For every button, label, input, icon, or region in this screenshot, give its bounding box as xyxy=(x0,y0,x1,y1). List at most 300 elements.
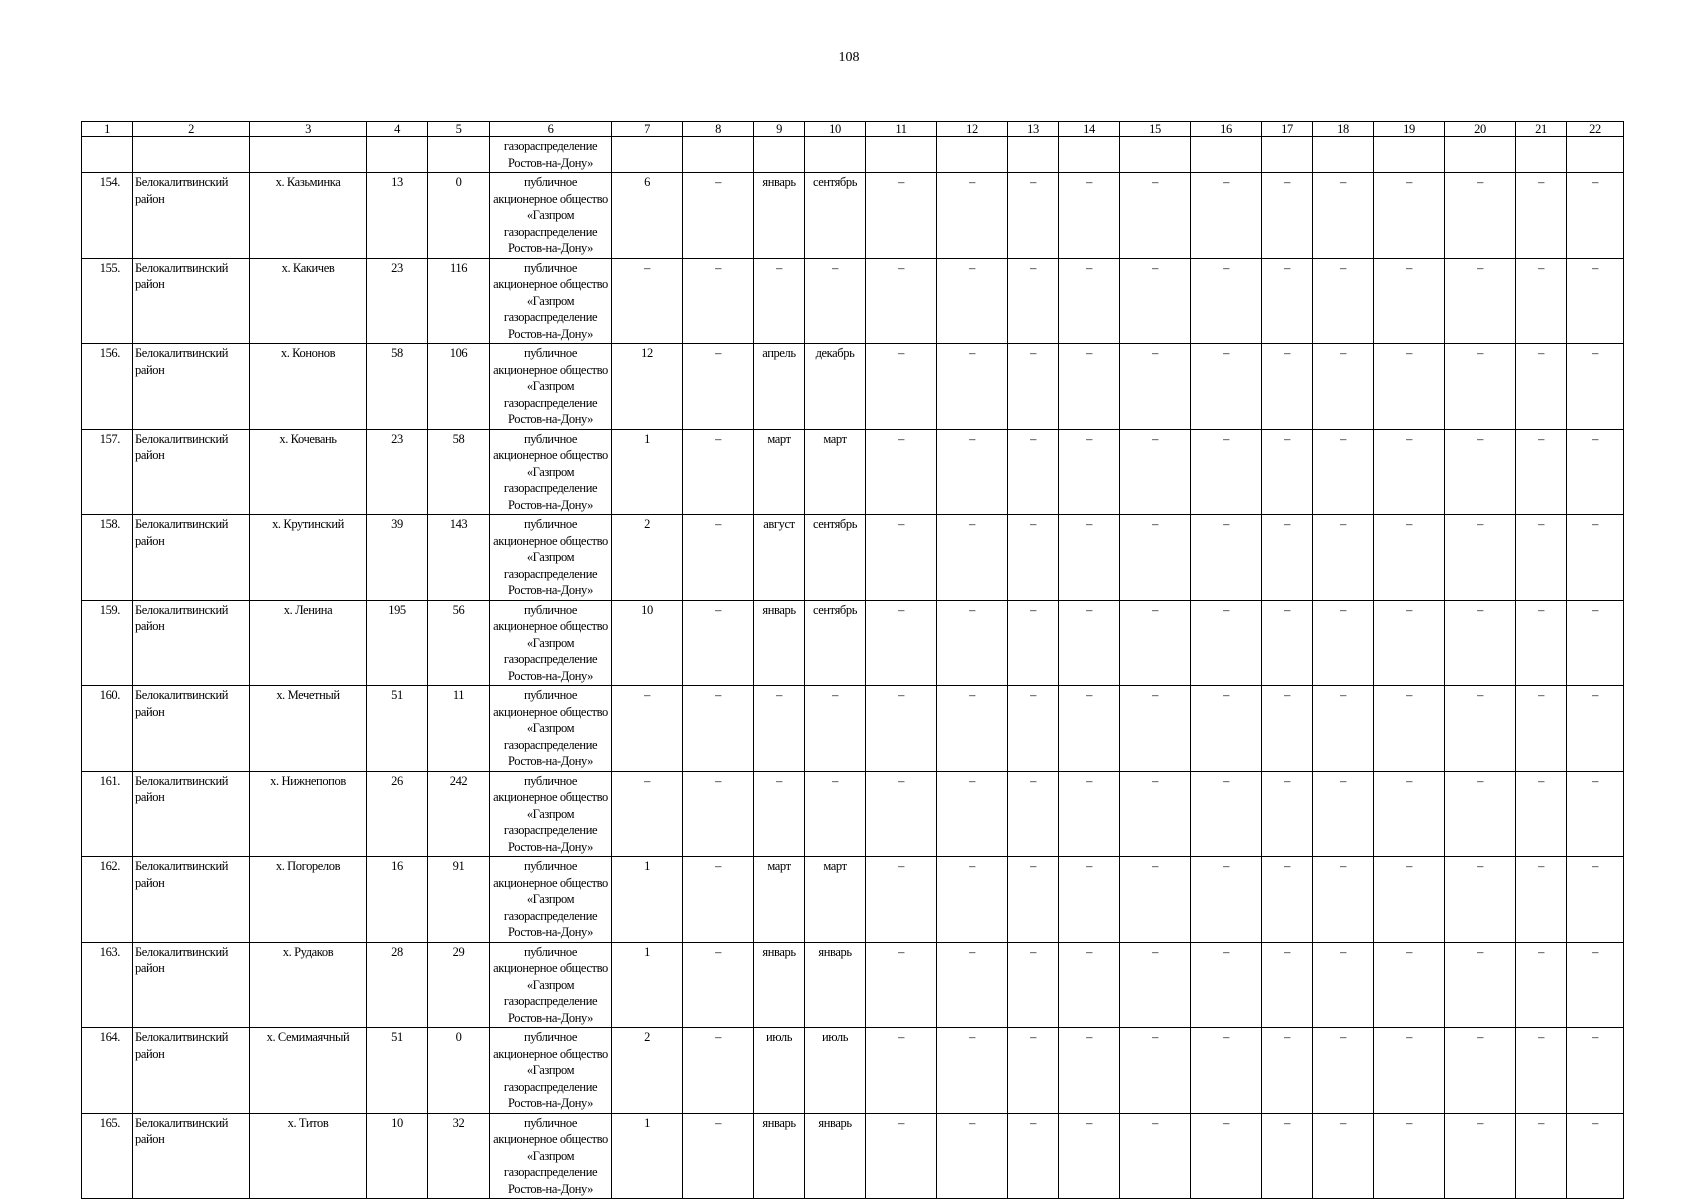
col20-cell: – xyxy=(1445,686,1516,772)
col12-cell: – xyxy=(937,1028,1008,1114)
col13-cell: – xyxy=(1008,600,1059,686)
col14-cell: – xyxy=(1059,686,1120,772)
col19-cell: – xyxy=(1374,686,1445,772)
col22-cell: – xyxy=(1567,942,1624,1028)
col4-cell: 13 xyxy=(367,173,428,259)
col14-cell: – xyxy=(1059,942,1120,1028)
column-header-4: 4 xyxy=(367,122,428,137)
col14-cell: – xyxy=(1059,258,1120,344)
column-header-2: 2 xyxy=(133,122,250,137)
col14-cell: – xyxy=(1059,429,1120,515)
col9-cell: март xyxy=(754,857,805,943)
settlement-cell: х. Титов xyxy=(250,1113,367,1199)
col17-cell: – xyxy=(1262,258,1313,344)
col19-cell: – xyxy=(1374,344,1445,430)
col15-cell: – xyxy=(1120,1113,1191,1199)
col16-cell: – xyxy=(1191,1113,1262,1199)
col19-cell: – xyxy=(1374,771,1445,857)
col12-cell: – xyxy=(937,344,1008,430)
column-header-11: 11 xyxy=(866,122,937,137)
col9-cell: январь xyxy=(754,1113,805,1199)
col17-cell: – xyxy=(1262,344,1313,430)
col17-cell: – xyxy=(1262,771,1313,857)
col7-cell: 1 xyxy=(612,857,683,943)
district-cell: Белокалитвинский район xyxy=(133,258,250,344)
column-header-9: 9 xyxy=(754,122,805,137)
col12-cell: – xyxy=(937,686,1008,772)
row-number-cell: 158. xyxy=(82,515,133,601)
col19-cell: – xyxy=(1374,429,1445,515)
row-number-cell: 156. xyxy=(82,344,133,430)
col20-cell: – xyxy=(1445,515,1516,601)
col18-cell: – xyxy=(1313,771,1374,857)
col18-cell: – xyxy=(1313,686,1374,772)
table-row xyxy=(82,1028,1624,1114)
settlement-cell: х. Кононов xyxy=(250,344,367,430)
col20-cell: – xyxy=(1445,344,1516,430)
col20-cell: – xyxy=(1445,173,1516,259)
col4-cell: 58 xyxy=(367,344,428,430)
column-header-16: 16 xyxy=(1191,122,1262,137)
col16-cell: – xyxy=(1191,515,1262,601)
col21-cell: – xyxy=(1516,1028,1567,1114)
settlement-cell: х. Какичев xyxy=(250,258,367,344)
col7-cell: – xyxy=(612,771,683,857)
col7-cell: 2 xyxy=(612,515,683,601)
row-number-cell: 154. xyxy=(82,173,133,259)
col13-cell: – xyxy=(1008,515,1059,601)
col16-cell: – xyxy=(1191,429,1262,515)
col4-cell: 28 xyxy=(367,942,428,1028)
col10-cell: март xyxy=(805,857,866,943)
row-number-cell: 163. xyxy=(82,942,133,1028)
col8-cell: – xyxy=(683,1028,754,1114)
district-cell: Белокалитвинский район xyxy=(133,344,250,430)
col21-cell: – xyxy=(1516,771,1567,857)
col8-cell: – xyxy=(683,771,754,857)
col11-cell: – xyxy=(866,857,937,943)
col13-cell: – xyxy=(1008,344,1059,430)
col15-cell: – xyxy=(1120,771,1191,857)
table-row xyxy=(82,515,1624,601)
col14-cell: – xyxy=(1059,173,1120,259)
col16-cell: – xyxy=(1191,600,1262,686)
col8-cell: – xyxy=(683,857,754,943)
column-header-21: 21 xyxy=(1516,122,1567,137)
column-header-15: 15 xyxy=(1120,122,1191,137)
col12-cell: – xyxy=(937,771,1008,857)
col21-cell: – xyxy=(1516,600,1567,686)
col8-cell: – xyxy=(683,942,754,1028)
operator-cell: публичное акционерное общество «Газпром газораспределение Ростов-на-Дону» xyxy=(490,429,612,515)
operator-cell: публичное акционерное общество «Газпром газораспределение Ростов-на-Дону» xyxy=(490,600,612,686)
col5-cell: 58 xyxy=(428,429,490,515)
col16-cell: – xyxy=(1191,258,1262,344)
operator-cell: публичное акционерное общество «Газпром газораспределение Ростов-на-Дону» xyxy=(490,1113,612,1199)
col9-cell: март xyxy=(754,429,805,515)
column-header-22: 22 xyxy=(1567,122,1624,137)
column-header-12: 12 xyxy=(937,122,1008,137)
col4-cell: 26 xyxy=(367,771,428,857)
col10-cell: январь xyxy=(805,1113,866,1199)
col17-cell: – xyxy=(1262,857,1313,943)
col4-cell: 10 xyxy=(367,1113,428,1199)
col15-cell: – xyxy=(1120,1028,1191,1114)
district-cell: Белокалитвинский район xyxy=(133,857,250,943)
district-cell: Белокалитвинский район xyxy=(133,1028,250,1114)
column-header-7: 7 xyxy=(612,122,683,137)
col10-cell: сентябрь xyxy=(805,515,866,601)
col20-cell: – xyxy=(1445,429,1516,515)
col14-cell: – xyxy=(1059,600,1120,686)
col8-cell: – xyxy=(683,344,754,430)
col16-cell: – xyxy=(1191,344,1262,430)
district-cell: Белокалитвинский район xyxy=(133,942,250,1028)
col19-cell: – xyxy=(1374,173,1445,259)
col11-cell: – xyxy=(866,1113,937,1199)
col11-cell: – xyxy=(866,1028,937,1114)
col17-cell: – xyxy=(1262,429,1313,515)
col4-cell: 195 xyxy=(367,600,428,686)
col22-cell: – xyxy=(1567,686,1624,772)
col19-cell: – xyxy=(1374,600,1445,686)
column-header-1: 1 xyxy=(82,122,133,137)
col10-cell: январь xyxy=(805,942,866,1028)
col9-cell: январь xyxy=(754,600,805,686)
operator-cell: публичное акционерное общество «Газпром газораспределение Ростов-на-Дону» xyxy=(490,173,612,259)
col15-cell: – xyxy=(1120,600,1191,686)
settlement-cell: х. Рудаков xyxy=(250,942,367,1028)
table-row xyxy=(82,258,1624,344)
row-number-cell: 165. xyxy=(82,1113,133,1199)
col18-cell: – xyxy=(1313,1028,1374,1114)
col17-cell: – xyxy=(1262,173,1313,259)
col8-cell: – xyxy=(683,1113,754,1199)
column-header-10: 10 xyxy=(805,122,866,137)
col20-cell: – xyxy=(1445,600,1516,686)
table-row xyxy=(82,344,1624,430)
col4-cell: 23 xyxy=(367,258,428,344)
col21-cell: – xyxy=(1516,942,1567,1028)
table-row xyxy=(82,857,1624,943)
col13-cell: – xyxy=(1008,258,1059,344)
col14-cell: – xyxy=(1059,771,1120,857)
settlement-cell: х. Кочевань xyxy=(250,429,367,515)
col16-cell: – xyxy=(1191,173,1262,259)
col18-cell: – xyxy=(1313,942,1374,1028)
col7-cell: 1 xyxy=(612,1113,683,1199)
col17-cell: – xyxy=(1262,600,1313,686)
col10-cell: декабрь xyxy=(805,344,866,430)
col22-cell: – xyxy=(1567,429,1624,515)
column-header-6: 6 xyxy=(490,122,612,137)
col5-cell: 29 xyxy=(428,942,490,1028)
col18-cell: – xyxy=(1313,173,1374,259)
col22-cell: – xyxy=(1567,771,1624,857)
col16-cell: – xyxy=(1191,686,1262,772)
col19-cell: – xyxy=(1374,942,1445,1028)
col22-cell: – xyxy=(1567,1028,1624,1114)
continued-row xyxy=(82,137,1624,173)
operator-cell: публичное акционерное общество «Газпром газораспределение Ростов-на-Дону» xyxy=(490,942,612,1028)
operator-cell: публичное акционерное общество «Газпром газораспределение Ростов-на-Дону» xyxy=(490,344,612,430)
col9-cell: – xyxy=(754,258,805,344)
page-number: 108 xyxy=(838,50,860,65)
col11-cell: – xyxy=(866,686,937,772)
col22-cell: – xyxy=(1567,515,1624,601)
table-row xyxy=(82,771,1624,857)
col21-cell: – xyxy=(1516,686,1567,772)
col9-cell: август xyxy=(754,515,805,601)
col9-cell: январь xyxy=(754,942,805,1028)
operator-cell: публичное акционерное общество «Газпром газораспределение Ростов-на-Дону» xyxy=(490,857,612,943)
column-header-13: 13 xyxy=(1008,122,1059,137)
settlement-cell: х. Ленина xyxy=(250,600,367,686)
district-cell: Белокалитвинский район xyxy=(133,515,250,601)
row-number-cell: 164. xyxy=(82,1028,133,1114)
col20-cell: – xyxy=(1445,258,1516,344)
column-header-18: 18 xyxy=(1313,122,1374,137)
col14-cell: – xyxy=(1059,344,1120,430)
col20-cell: – xyxy=(1445,942,1516,1028)
col7-cell: – xyxy=(612,258,683,344)
col15-cell: – xyxy=(1120,429,1191,515)
col11-cell: – xyxy=(866,942,937,1028)
col18-cell: – xyxy=(1313,600,1374,686)
col13-cell: – xyxy=(1008,686,1059,772)
col11-cell: – xyxy=(866,429,937,515)
col13-cell: – xyxy=(1008,429,1059,515)
col15-cell: – xyxy=(1120,942,1191,1028)
col12-cell: – xyxy=(937,600,1008,686)
col8-cell: – xyxy=(683,173,754,259)
col8-cell: – xyxy=(683,600,754,686)
col12-cell: – xyxy=(937,258,1008,344)
column-number-header xyxy=(82,122,1624,137)
col10-cell: – xyxy=(805,771,866,857)
col15-cell: – xyxy=(1120,686,1191,772)
col12-cell: – xyxy=(937,1113,1008,1199)
operator-cell: публичное акционерное общество «Газпром газораспределение Ростов-на-Дону» xyxy=(490,1028,612,1114)
col8-cell: – xyxy=(683,515,754,601)
col20-cell: – xyxy=(1445,771,1516,857)
col12-cell: – xyxy=(937,429,1008,515)
district-cell: Белокалитвинский район xyxy=(133,686,250,772)
row-number-cell: 155. xyxy=(82,258,133,344)
col19-cell: – xyxy=(1374,1028,1445,1114)
operator-cell: публичное акционерное общество «Газпром газораспределение Ростов-на-Дону» xyxy=(490,686,612,772)
col5-cell: 0 xyxy=(428,173,490,259)
col12-cell: – xyxy=(937,515,1008,601)
operator-cell: публичное акционерное общество «Газпром газораспределение Ростов-на-Дону» xyxy=(490,258,612,344)
col5-cell: 11 xyxy=(428,686,490,772)
col21-cell: – xyxy=(1516,344,1567,430)
col20-cell: – xyxy=(1445,857,1516,943)
col15-cell: – xyxy=(1120,515,1191,601)
col17-cell: – xyxy=(1262,515,1313,601)
col21-cell: – xyxy=(1516,515,1567,601)
row-number-cell: 161. xyxy=(82,771,133,857)
settlement-cell: х. Казьминка xyxy=(250,173,367,259)
col17-cell: – xyxy=(1262,686,1313,772)
col16-cell: – xyxy=(1191,942,1262,1028)
row-number-cell: 160. xyxy=(82,686,133,772)
settlement-cell: х. Мечетный xyxy=(250,686,367,772)
col5-cell: 116 xyxy=(428,258,490,344)
col19-cell: – xyxy=(1374,1113,1445,1199)
col12-cell: – xyxy=(937,942,1008,1028)
col20-cell: – xyxy=(1445,1113,1516,1199)
col13-cell: – xyxy=(1008,173,1059,259)
col5-cell: 242 xyxy=(428,771,490,857)
col7-cell: – xyxy=(612,686,683,772)
col8-cell: – xyxy=(683,429,754,515)
col19-cell: – xyxy=(1374,515,1445,601)
col12-cell: – xyxy=(937,857,1008,943)
col9-cell: апрель xyxy=(754,344,805,430)
column-header-19: 19 xyxy=(1374,122,1445,137)
col10-cell: март xyxy=(805,429,866,515)
col9-cell: январь xyxy=(754,173,805,259)
col20-cell: – xyxy=(1445,1028,1516,1114)
col9-cell: – xyxy=(754,771,805,857)
col10-cell: – xyxy=(805,686,866,772)
table-row xyxy=(82,173,1624,259)
col22-cell: – xyxy=(1567,258,1624,344)
col14-cell: – xyxy=(1059,1028,1120,1114)
col4-cell: 51 xyxy=(367,686,428,772)
col19-cell: – xyxy=(1374,258,1445,344)
col5-cell: 56 xyxy=(428,600,490,686)
col15-cell: – xyxy=(1120,344,1191,430)
col4-cell: 51 xyxy=(367,1028,428,1114)
col15-cell: – xyxy=(1120,173,1191,259)
col22-cell: – xyxy=(1567,1113,1624,1199)
continued-operator-cell: газораспределение Ростов-на-Дону» xyxy=(490,137,612,173)
col8-cell: – xyxy=(683,686,754,772)
column-header-8: 8 xyxy=(683,122,754,137)
col22-cell: – xyxy=(1567,600,1624,686)
row-number-cell: 157. xyxy=(82,429,133,515)
district-cell: Белокалитвинский район xyxy=(133,600,250,686)
col18-cell: – xyxy=(1313,344,1374,430)
table-row xyxy=(82,686,1624,772)
col21-cell: – xyxy=(1516,429,1567,515)
table-row xyxy=(82,429,1624,515)
col17-cell: – xyxy=(1262,1113,1313,1199)
settlement-cell: х. Крутинский xyxy=(250,515,367,601)
column-header-14: 14 xyxy=(1059,122,1120,137)
col19-cell: – xyxy=(1374,857,1445,943)
col7-cell: 6 xyxy=(612,173,683,259)
col21-cell: – xyxy=(1516,1113,1567,1199)
col11-cell: – xyxy=(866,344,937,430)
col22-cell: – xyxy=(1567,857,1624,943)
col10-cell: июль xyxy=(805,1028,866,1114)
col17-cell: – xyxy=(1262,942,1313,1028)
district-cell: Белокалитвинский район xyxy=(133,1113,250,1199)
column-header-17: 17 xyxy=(1262,122,1313,137)
col14-cell: – xyxy=(1059,857,1120,943)
column-header-20: 20 xyxy=(1445,122,1516,137)
col10-cell: сентябрь xyxy=(805,173,866,259)
col8-cell: – xyxy=(683,258,754,344)
col18-cell: – xyxy=(1313,515,1374,601)
data-table xyxy=(81,121,1624,1199)
col13-cell: – xyxy=(1008,1028,1059,1114)
district-cell: Белокалитвинский район xyxy=(133,173,250,259)
col11-cell: – xyxy=(866,173,937,259)
column-header-3: 3 xyxy=(250,122,367,137)
col5-cell: 106 xyxy=(428,344,490,430)
col13-cell: – xyxy=(1008,771,1059,857)
table-row xyxy=(82,942,1624,1028)
col12-cell: – xyxy=(937,173,1008,259)
col4-cell: 16 xyxy=(367,857,428,943)
col9-cell: – xyxy=(754,686,805,772)
col7-cell: 1 xyxy=(612,942,683,1028)
col22-cell: – xyxy=(1567,173,1624,259)
column-header-5: 5 xyxy=(428,122,490,137)
col10-cell: сентябрь xyxy=(805,600,866,686)
col13-cell: – xyxy=(1008,857,1059,943)
col7-cell: 10 xyxy=(612,600,683,686)
col11-cell: – xyxy=(866,515,937,601)
col18-cell: – xyxy=(1313,258,1374,344)
col18-cell: – xyxy=(1313,429,1374,515)
col18-cell: – xyxy=(1313,1113,1374,1199)
col14-cell: – xyxy=(1059,1113,1120,1199)
col21-cell: – xyxy=(1516,857,1567,943)
row-number-cell: 159. xyxy=(82,600,133,686)
col7-cell: 1 xyxy=(612,429,683,515)
col11-cell: – xyxy=(866,600,937,686)
col21-cell: – xyxy=(1516,258,1567,344)
col7-cell: 12 xyxy=(612,344,683,430)
col21-cell: – xyxy=(1516,173,1567,259)
operator-cell: публичное акционерное общество «Газпром газораспределение Ростов-на-Дону» xyxy=(490,771,612,857)
table-row xyxy=(82,600,1624,686)
col7-cell: 2 xyxy=(612,1028,683,1114)
col5-cell: 0 xyxy=(428,1028,490,1114)
table-row xyxy=(82,1113,1624,1199)
col15-cell: – xyxy=(1120,258,1191,344)
settlement-cell: х. Семимаячный xyxy=(250,1028,367,1114)
col17-cell: – xyxy=(1262,1028,1313,1114)
col4-cell: 23 xyxy=(367,429,428,515)
district-cell: Белокалитвинский район xyxy=(133,429,250,515)
col13-cell: – xyxy=(1008,1113,1059,1199)
col5-cell: 32 xyxy=(428,1113,490,1199)
col14-cell: – xyxy=(1059,515,1120,601)
col16-cell: – xyxy=(1191,1028,1262,1114)
col15-cell: – xyxy=(1120,857,1191,943)
col13-cell: – xyxy=(1008,942,1059,1028)
row-number-cell: 162. xyxy=(82,857,133,943)
col5-cell: 143 xyxy=(428,515,490,601)
col11-cell: – xyxy=(866,258,937,344)
col4-cell: 39 xyxy=(367,515,428,601)
col9-cell: июль xyxy=(754,1028,805,1114)
settlement-cell: х. Погорелов xyxy=(250,857,367,943)
settlement-cell: х. Нижнепопов xyxy=(250,771,367,857)
col11-cell: – xyxy=(866,771,937,857)
col18-cell: – xyxy=(1313,857,1374,943)
col10-cell: – xyxy=(805,258,866,344)
col5-cell: 91 xyxy=(428,857,490,943)
operator-cell: публичное акционерное общество «Газпром газораспределение Ростов-на-Дону» xyxy=(490,515,612,601)
district-cell: Белокалитвинский район xyxy=(133,771,250,857)
